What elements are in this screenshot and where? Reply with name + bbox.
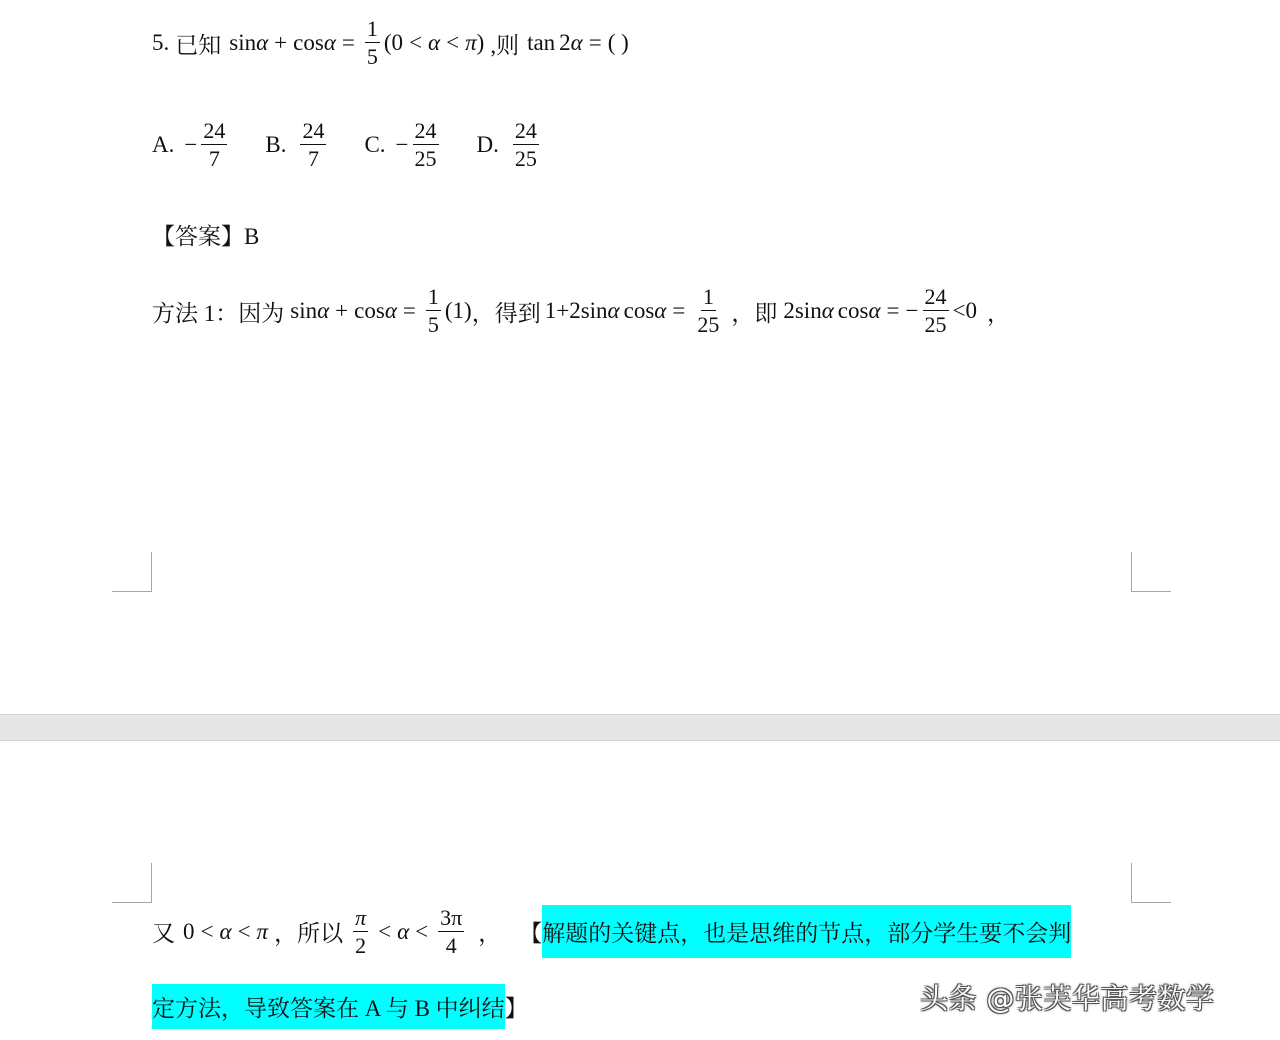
- less-than-symbol: <: [378, 918, 392, 944]
- less-than-zero: <0: [952, 298, 977, 323]
- choice-d: [477, 120, 543, 170]
- sin-text: sin: [290, 298, 318, 323]
- page-separator: [0, 714, 1280, 741]
- choice-label: C.: [364, 132, 386, 157]
- equals-symbol: =: [886, 298, 900, 323]
- alpha-symbol: α: [384, 298, 397, 323]
- fraction-denominator: 25: [414, 146, 437, 171]
- also-text: 又: [152, 921, 175, 946]
- get-text: ，得到: [471, 300, 541, 326]
- cos-text: cos: [623, 298, 655, 323]
- tan-text: tan: [527, 30, 556, 55]
- sin-text: sin: [229, 30, 257, 55]
- fraction-numerator: 24: [414, 118, 437, 143]
- question-number: 5.: [152, 30, 170, 55]
- fraction-numerator: 24: [302, 118, 325, 143]
- fraction-denominator: 4: [445, 932, 457, 958]
- fraction-numerator: 1: [366, 16, 378, 41]
- fraction-denominator: 2: [355, 932, 367, 958]
- method1-prefix: 方法 1：因为: [152, 300, 285, 326]
- two-text: 2: [559, 30, 571, 55]
- page-corner-mark-top-left: [112, 863, 152, 903]
- less-than-symbol: <: [446, 30, 460, 55]
- fraction-numerator: 24: [924, 284, 947, 309]
- alpha-symbol: α: [323, 30, 336, 55]
- alpha-symbol: α: [654, 298, 667, 323]
- fraction-denominator: 5: [366, 44, 378, 69]
- fraction-denominator: 5: [427, 312, 439, 337]
- cos-text: cos: [837, 298, 869, 323]
- choice-a: [152, 120, 231, 170]
- fraction-24-25: [923, 286, 949, 336]
- alpha-symbol: α: [256, 30, 269, 55]
- fraction-denominator: 25: [924, 312, 947, 337]
- alpha-symbol: α: [397, 918, 410, 944]
- condition-open: (0: [383, 30, 404, 55]
- fraction-numerator: 1: [427, 284, 439, 309]
- method1-line: [152, 286, 1010, 336]
- less-than-symbol: <: [409, 30, 423, 55]
- choice-label: B.: [265, 132, 287, 157]
- fraction-one-25th: [695, 286, 721, 336]
- choice-sign: −: [395, 132, 409, 157]
- bracket-open: 【: [519, 921, 543, 946]
- two-text: 2: [783, 298, 795, 323]
- equals-symbol: =: [672, 298, 686, 323]
- choice-fraction: [300, 120, 326, 170]
- equals-symbol: =: [402, 298, 416, 323]
- comma-text: ，: [478, 921, 502, 946]
- fraction-denominator: 7: [208, 146, 220, 171]
- comma-text: ，: [986, 300, 1010, 326]
- fraction-one-fifth: [426, 286, 441, 336]
- alpha-symbol: α: [821, 298, 834, 323]
- alpha-symbol: α: [868, 298, 881, 323]
- ji-text: ，即: [731, 300, 778, 326]
- question-line: [152, 18, 629, 68]
- plus-symbol: +: [335, 298, 349, 323]
- choice-b: [265, 120, 330, 170]
- choices-line: [152, 120, 577, 170]
- highlighted-note-line-2: 定方法，导致答案在 A 与 B 中纠结: [152, 984, 505, 1029]
- condition-close: ): [476, 30, 485, 55]
- less-than-symbol: <: [200, 918, 214, 944]
- page-corner-mark-bottom-left: [112, 552, 152, 592]
- so-text: ，所以: [274, 921, 344, 946]
- minus-symbol: −: [905, 298, 919, 323]
- choice-fraction: [201, 120, 227, 170]
- fraction-pi-over-2: [353, 904, 368, 958]
- bracket-close: 】: [504, 996, 528, 1021]
- page-corner-mark-top-right: [1131, 863, 1171, 903]
- alpha-symbol: α: [607, 298, 620, 323]
- fraction-numerator: 1: [702, 284, 714, 309]
- question-intro: 已知: [175, 32, 222, 58]
- equals-symbol: =: [588, 30, 602, 55]
- fraction-numerator: 24: [514, 118, 537, 143]
- alpha-symbol: α: [570, 30, 583, 55]
- zero-text: 0: [183, 918, 195, 944]
- pi-symbol: π: [256, 918, 269, 944]
- choice-fraction: [413, 120, 439, 170]
- cos-text: cos: [354, 298, 385, 323]
- alpha-symbol: α: [219, 918, 232, 944]
- pi-symbol: π: [465, 30, 477, 55]
- fraction-numerator: 3π: [440, 904, 463, 930]
- sin-text: sin: [580, 298, 608, 323]
- document-page-2: [0, 741, 1280, 1040]
- answer-text: 【答案】B: [152, 224, 260, 249]
- choice-label: A.: [152, 132, 175, 157]
- fraction-denominator: 7: [307, 146, 319, 171]
- cos-text: cos: [293, 30, 324, 55]
- page-corner-mark-bottom-right: [1131, 552, 1171, 592]
- fraction-numerator: π: [355, 904, 367, 930]
- fraction-denominator: 25: [697, 312, 720, 337]
- answer-blank: ( ): [607, 30, 629, 55]
- sin-text: sin: [794, 298, 822, 323]
- fraction-numerator: 24: [203, 118, 226, 143]
- choice-sign: −: [184, 132, 198, 157]
- answer-line: [152, 218, 259, 251]
- choice-fraction: [513, 120, 539, 170]
- equation-tag: (1): [444, 298, 472, 323]
- choice-c: [364, 120, 442, 170]
- page2-line-2: [152, 984, 528, 1029]
- choice-label: D.: [476, 132, 499, 157]
- alpha-symbol: α: [317, 298, 330, 323]
- highlighted-note-line-1: 解题的关键点，也是思维的节点，部分学生要不会判: [542, 905, 1071, 958]
- fraction-denominator: 25: [514, 146, 537, 171]
- alpha-symbol: α: [428, 30, 441, 55]
- one-plus-two: 1+2: [544, 298, 581, 323]
- watermark-text: 头条 @张芙华高考数学: [920, 982, 1215, 1015]
- less-than-symbol: <: [237, 918, 251, 944]
- then-text: ,则: [490, 32, 520, 58]
- fraction-one-fifth: [365, 18, 380, 68]
- equals-symbol: =: [341, 30, 355, 55]
- fraction-3pi-over-4: [438, 904, 464, 958]
- less-than-symbol: <: [415, 918, 429, 944]
- plus-symbol: +: [274, 30, 288, 55]
- page2-line-1: [152, 905, 1071, 958]
